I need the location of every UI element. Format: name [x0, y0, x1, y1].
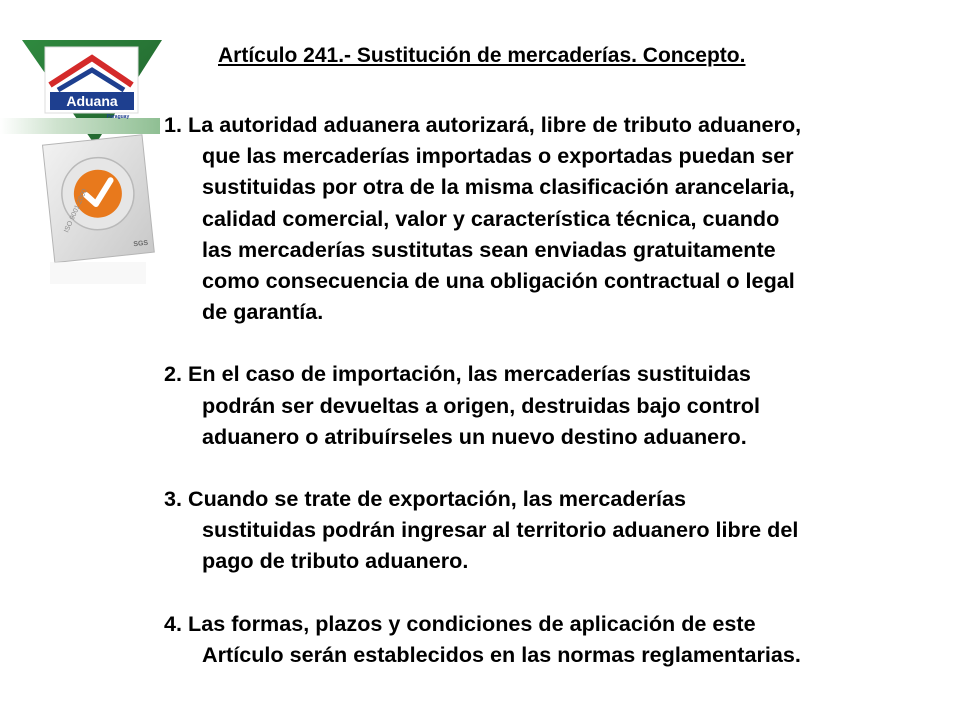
aduana-logo	[0, 0, 170, 300]
paragraph-line: pago de tributo aduanero.	[202, 548, 469, 574]
paragraph-line: como consecuencia de una obligación contractual o legal	[202, 268, 795, 294]
paragraph-line: sustituidas podrán ingresar al territorio aduanero libre del	[202, 517, 799, 543]
paragraph-line: de garantía.	[202, 299, 324, 325]
badge-iso-text: ISO 9001:2000	[63, 187, 89, 234]
badge-brand-text: SGS	[133, 239, 149, 249]
paragraph-line: las mercaderías sustitutas sean enviadas gratuitamente	[202, 236, 776, 262]
paragraph-line: 2. En el caso de importación, las mercaderías sustituidas	[164, 361, 751, 387]
paragraph-1	[164, 109, 954, 327]
paragraph-line: que las mercaderías importadas o exportadas puedan ser	[202, 143, 794, 169]
paragraph-line: 4. Las formas, plazos y condiciones de aplicación de este	[164, 610, 756, 636]
paragraph-line: podrán ser devueltas a origen, destruidas bajo control	[202, 392, 760, 418]
paragraph-line: Artículo serán establecidos en las normas reglamentarias.	[202, 641, 801, 667]
article-title: Artículo 241.- Sustitución de mercaderías. Concepto.	[218, 44, 746, 67]
paragraph-line: calidad comercial, valor y característica técnica, cuando	[202, 205, 780, 231]
paragraph-line: sustituidas por otra de la misma clasificación arancelaria,	[202, 174, 795, 200]
paragraph-2	[164, 358, 954, 452]
paragraph-3	[164, 483, 954, 577]
logo-country-text: Paraguay	[106, 114, 130, 120]
paragraph-4	[164, 608, 954, 670]
iso-certification-seal-icon	[43, 135, 155, 263]
aduana-logo-area	[0, 0, 170, 300]
article-body	[164, 109, 954, 701]
paragraph-line: 1. La autoridad aduanera autorizará, libre de tributo aduanero,	[164, 112, 802, 137]
paragraph-line: 3. Cuando se trate de exportación, las mercaderías	[164, 486, 687, 512]
logo-name-text: Aduana	[66, 93, 118, 109]
paragraph-line: aduanero o atribuírseles un nuevo destino aduanero.	[202, 423, 747, 449]
